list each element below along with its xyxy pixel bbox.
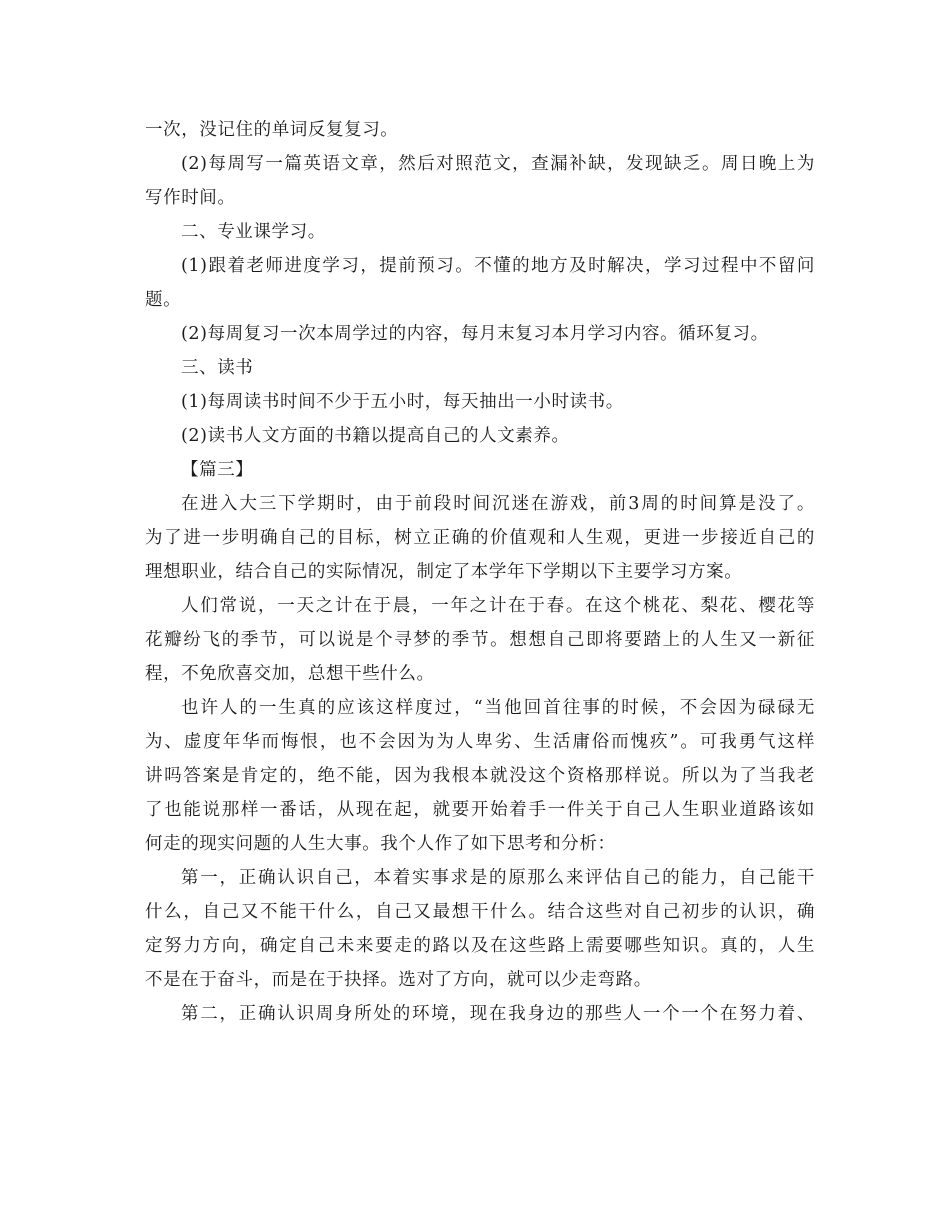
text-line: 定努力方向，确定自己未来要走的路以及在这些路上需要哪些知识。真的，人生	[145, 936, 815, 956]
text-line: 何走的现实问题的人生大事。我个人作了如下思考和分析：	[145, 834, 616, 854]
text-line: 题。	[145, 290, 182, 310]
document-page	[145, 113, 815, 1031]
text-line: 程，不免欣喜交加，总想干些什么。	[145, 664, 435, 684]
text-line: 写作时间。	[145, 188, 236, 208]
text-line: (1)跟着老师进度学习，提前预习。不懂的地方及时解决，学习过程中不留问	[181, 256, 815, 276]
text-line: 了也能说那样一番话，从现在起，就要开始着手一件关于自己人生职业道路该如	[145, 800, 815, 820]
text-line: 人们常说，一天之计在于晨，一年之计在于春。在这个桃花、梨花、樱花等	[181, 596, 815, 616]
text-line: 二、专业课学习。	[181, 222, 326, 242]
text-line: (2)每周复习一次本周学过的内容，每月末复习本月学习内容。循环复习。	[181, 324, 769, 344]
text-line: 第一，正确认识自己，本着实事求是的原那么来评估自己的能力，自己能干	[181, 868, 815, 888]
text-line: 为、虚度年华而悔恨，也不会因为为人卑劣、生活庸俗而愧疚”。可我勇气这样	[145, 732, 815, 752]
text-line: 理想职业，结合自己的实际情况，制定了本学年下学期以下主要学习方案。	[145, 562, 743, 582]
text-line: 三、读书	[181, 358, 254, 378]
text-line: 第二，正确认识周身所处的环境，现在我身边的那些人一个一个在努力着、	[181, 1004, 815, 1024]
text-line: 讲吗答案是肯定的，绝不能，因为我根本就没这个资格那样说。所以为了当我老	[145, 766, 815, 786]
text-line: 也许人的一生真的应该这样度过，“当他回首往事的时候，不会因为碌碌无	[181, 698, 815, 718]
text-line: 【篇三】	[181, 460, 254, 480]
text-line: 不是在于奋斗，而是在于抉择。选对了方向，就可以少走弯路。	[145, 970, 652, 990]
text-line: 为了进一步明确自己的目标，树立正确的价值观和人生观，更进一步接近自己的	[145, 528, 815, 548]
text-line: 在进入大三下学期时，由于前段时间沉迷在游戏，前3周的时间算是没了。	[181, 494, 815, 514]
text-line: (2)读书人文方面的书籍以提高自己的人文素养。	[181, 426, 570, 446]
text-line: 一次，没记住的单词反复复习。	[145, 120, 399, 140]
text-line: (1)每周读书时间不少于五小时，每天抽出一小时读书。	[181, 392, 624, 412]
text-line: (2)每周写一篇英语文章，然后对照范文，查漏补缺，发现缺乏。周日晚上为	[181, 154, 815, 174]
text-line: 花瓣纷飞的季节，可以说是个寻梦的季节。想想自己即将要踏上的人生又一新征	[145, 630, 815, 650]
text-line: 什么，自己又不能干什么，自己又最想干什么。结合这些对自己初步的认识，确	[145, 902, 815, 922]
